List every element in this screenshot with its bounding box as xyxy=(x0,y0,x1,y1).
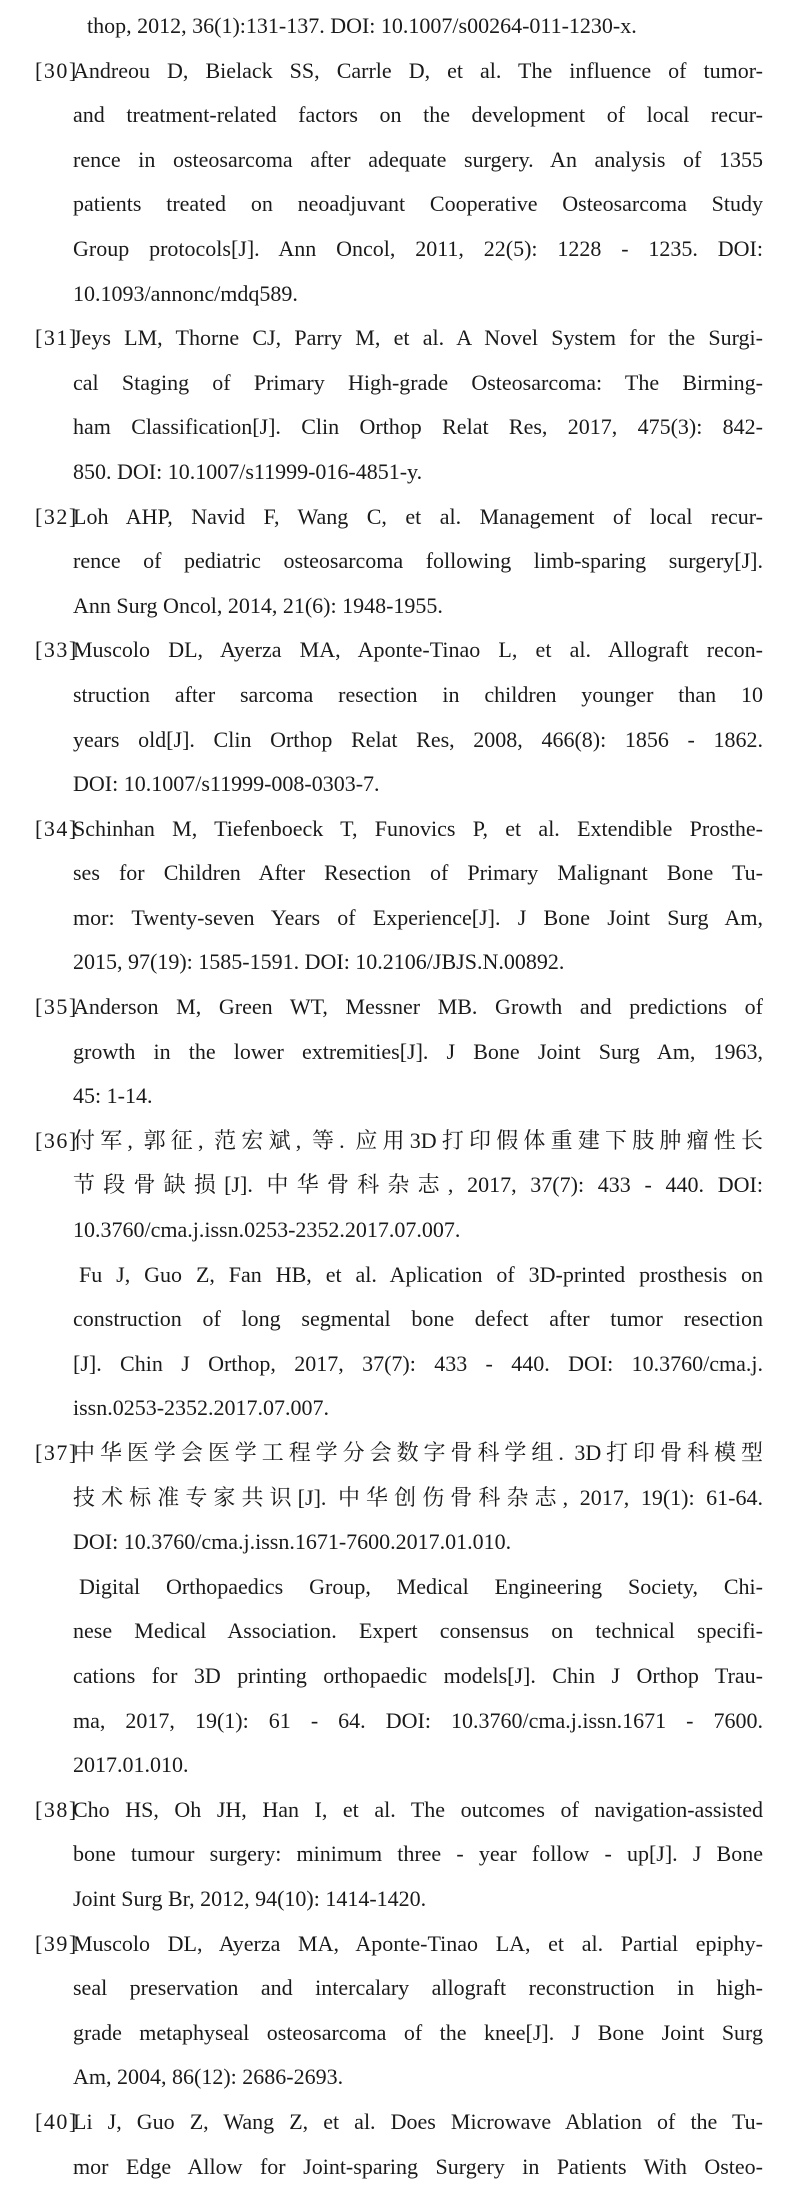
reference-line: years old[J]. Clin Orthop Relat Res, 2008, 466(8): 1856 - 1862. xyxy=(73,718,763,763)
reference-body xyxy=(73,985,763,1119)
reference-body xyxy=(73,49,763,317)
reference-line: 技术标准专家共识[J]. 中华创伤骨科杂志, 2017, 19(1): 61-64. xyxy=(73,1476,763,1521)
reference-line: DOI: 10.1007/s11999-008-0303-7. xyxy=(73,762,763,807)
reference-translation xyxy=(73,1565,763,1788)
reference-line: Muscolo DL, Ayerza MA, Aponte-Tinao LA, et al. Partial epiphy- xyxy=(73,1922,763,1967)
reference-line: 中华医学会医学工程学分会数字骨科学组. 3D打印骨科模型 xyxy=(73,1431,763,1476)
reference-text xyxy=(73,4,763,49)
reference-line: Li J, Guo Z, Wang Z, et al. Does Microwave Ablation of the Tu- xyxy=(73,2100,763,2145)
reference-text xyxy=(73,985,763,1119)
reference-line: ham Classification[J]. Clin Orthop Relat Res, 2017, 475(3): 842- xyxy=(73,405,763,450)
reference-line: 节段骨缺损[J]. 中华骨科杂志, 2017, 37(7): 433 - 440. DOI: xyxy=(73,1163,763,1208)
reference-line: Anderson M, Green WT, Messner MB. Growth and predictions of xyxy=(73,985,763,1030)
reference-line: Joint Surg Br, 2012, 94(10): 1414-1420. xyxy=(73,1877,763,1922)
reference-text xyxy=(73,1431,763,1565)
reference-body xyxy=(73,1922,763,2100)
reference-line: patients treated on neoadjuvant Cooperative Osteosarcoma Study xyxy=(73,182,763,227)
reference-body xyxy=(73,1119,763,1431)
reference-line: [J]. Chin J Orthop, 2017, 37(7): 433 - 440. DOI: 10.3760/cma.j. xyxy=(73,1342,763,1387)
reference-line: nese Medical Association. Expert consensus on technical specifi- xyxy=(73,1609,763,1654)
reference-line: DOI: 10.3760/cma.j.issn.1671-7600.2017.01.010. xyxy=(73,1520,763,1565)
reference-number: [38] xyxy=(35,1788,78,1833)
reference-line: 850. DOI: 10.1007/s11999-016-4851-y. xyxy=(73,450,763,495)
reference-number: [30] xyxy=(35,49,78,94)
reference-line: growth in the lower extremities[J]. J Bone Joint Surg Am, 1963, xyxy=(73,1030,763,1075)
reference-line: issn.0253-2352.2017.07.007. xyxy=(73,1386,763,1431)
reference-text xyxy=(73,2100,763,2189)
reference-translation xyxy=(73,1253,763,1431)
reference-entry xyxy=(73,1119,763,1431)
reference-line: Digital Orthopaedics Group, Medical Engineering Society, Chi- xyxy=(73,1565,763,1610)
reference-line: mor: Twenty-seven Years of Experience[J]. J Bone Joint Surg Am, xyxy=(73,896,763,941)
reference-line: Group protocols[J]. Ann Oncol, 2011, 22(5): 1228 - 1235. DOI: xyxy=(73,227,763,272)
reference-line: 10.3760/cma.j.issn.0253-2352.2017.07.007. xyxy=(73,1208,763,1253)
reference-line: struction after sarcoma resection in children younger than 10 xyxy=(73,673,763,718)
reference-body xyxy=(73,807,763,985)
reference-entry xyxy=(73,1788,763,1922)
reference-body xyxy=(73,4,763,49)
reference-line: Am, 2004, 86(12): 2686-2693. xyxy=(73,2055,763,2100)
reference-entry xyxy=(73,1922,763,2100)
reference-number: [31] xyxy=(35,316,78,361)
reference-number: [40] xyxy=(35,2100,78,2145)
reference-text xyxy=(73,1922,763,2100)
reference-body xyxy=(73,1431,763,1788)
reference-number: [32] xyxy=(35,495,78,540)
reference-text xyxy=(73,628,763,806)
reference-line: 2017.01.010. xyxy=(73,1743,763,1788)
reference-entry xyxy=(73,316,763,494)
reference-number: [33] xyxy=(35,628,78,673)
reference-line: Jeys LM, Thorne CJ, Parry M, et al. A Novel System for the Surgi- xyxy=(73,316,763,361)
reference-line: cal Staging of Primary High-grade Osteosarcoma: The Birming- xyxy=(73,361,763,406)
reference-body xyxy=(73,316,763,494)
reference-line: bone tumour surgery: minimum three - year follow - up[J]. J Bone xyxy=(73,1832,763,1877)
reference-entry xyxy=(73,985,763,1119)
reference-line: Loh AHP, Navid F, Wang C, et al. Management of local recur- xyxy=(73,495,763,540)
reference-line: rence of pediatric osteosarcoma following limb-sparing surgery[J]. xyxy=(73,539,763,584)
reference-entry xyxy=(73,495,763,629)
reference-text xyxy=(73,1788,763,1922)
reference-entry xyxy=(73,4,763,49)
reference-body xyxy=(73,1788,763,1922)
reference-number: [36] xyxy=(35,1119,78,1164)
reference-line: Ann Surg Oncol, 2014, 21(6): 1948-1955. xyxy=(73,584,763,629)
reference-line: mor Edge Allow for Joint-sparing Surgery in Patients With Osteo- xyxy=(73,2145,763,2189)
reference-body xyxy=(73,628,763,806)
references-list xyxy=(73,4,763,2189)
reference-line: grade metaphyseal osteosarcoma of the knee[J]. J Bone Joint Surg xyxy=(73,2011,763,2056)
reference-entry xyxy=(73,1431,763,1788)
reference-line: Schinhan M, Tiefenboeck T, Funovics P, et al. Extendible Prosthe- xyxy=(73,807,763,852)
reference-number: [35] xyxy=(35,985,78,1030)
reference-text xyxy=(73,1119,763,1253)
reference-line: Andreou D, Bielack SS, Carrle D, et al. The influence of tumor- xyxy=(73,49,763,94)
reference-line: 10.1093/annonc/mdq589. xyxy=(73,272,763,317)
reference-line: 2015, 97(19): 1585-1591. DOI: 10.2106/JBJS.N.00892. xyxy=(73,940,763,985)
reference-number: [37] xyxy=(35,1431,78,1476)
reference-text xyxy=(73,495,763,629)
reference-text xyxy=(73,49,763,317)
reference-body xyxy=(73,495,763,629)
reference-line: cations for 3D printing orthopaedic models[J]. Chin J Orthop Trau- xyxy=(73,1654,763,1699)
reference-text xyxy=(73,807,763,985)
reference-entry xyxy=(73,49,763,317)
reference-line: Cho HS, Oh JH, Han I, et al. The outcomes of navigation-assisted xyxy=(73,1788,763,1833)
reference-line: Fu J, Guo Z, Fan HB, et al. Aplication of 3D-printed prosthesis on xyxy=(73,1253,763,1298)
reference-line: 付军, 郭征, 范宏斌, 等. 应用3D打印假体重建下肢肿瘤性长 xyxy=(73,1119,763,1164)
reference-number: [39] xyxy=(35,1922,78,1967)
reference-line: and treatment-related factors on the development of local recur- xyxy=(73,93,763,138)
reference-line: ma, 2017, 19(1): 61 - 64. DOI: 10.3760/cma.j.issn.1671 - 7600. xyxy=(73,1699,763,1744)
reference-line: ses for Children After Resection of Primary Malignant Bone Tu- xyxy=(73,851,763,896)
reference-line: 45: 1-14. xyxy=(73,1074,763,1119)
reference-entry xyxy=(73,628,763,806)
reference-line: Muscolo DL, Ayerza MA, Aponte-Tinao L, et al. Allograft recon- xyxy=(73,628,763,673)
reference-number: [34] xyxy=(35,807,78,852)
reference-entry xyxy=(73,2100,763,2189)
reference-line: rence in osteosarcoma after adequate surgery. An analysis of 1355 xyxy=(73,138,763,183)
reference-text xyxy=(73,316,763,494)
reference-body xyxy=(73,2100,763,2189)
reference-line: seal preservation and intercalary allograft reconstruction in high- xyxy=(73,1966,763,2011)
reference-entry xyxy=(73,807,763,985)
reference-line: construction of long segmental bone defect after tumor resection xyxy=(73,1297,763,1342)
reference-line: thop, 2012, 36(1):131-137. DOI: 10.1007/s00264-011-1230-x. xyxy=(73,4,763,49)
